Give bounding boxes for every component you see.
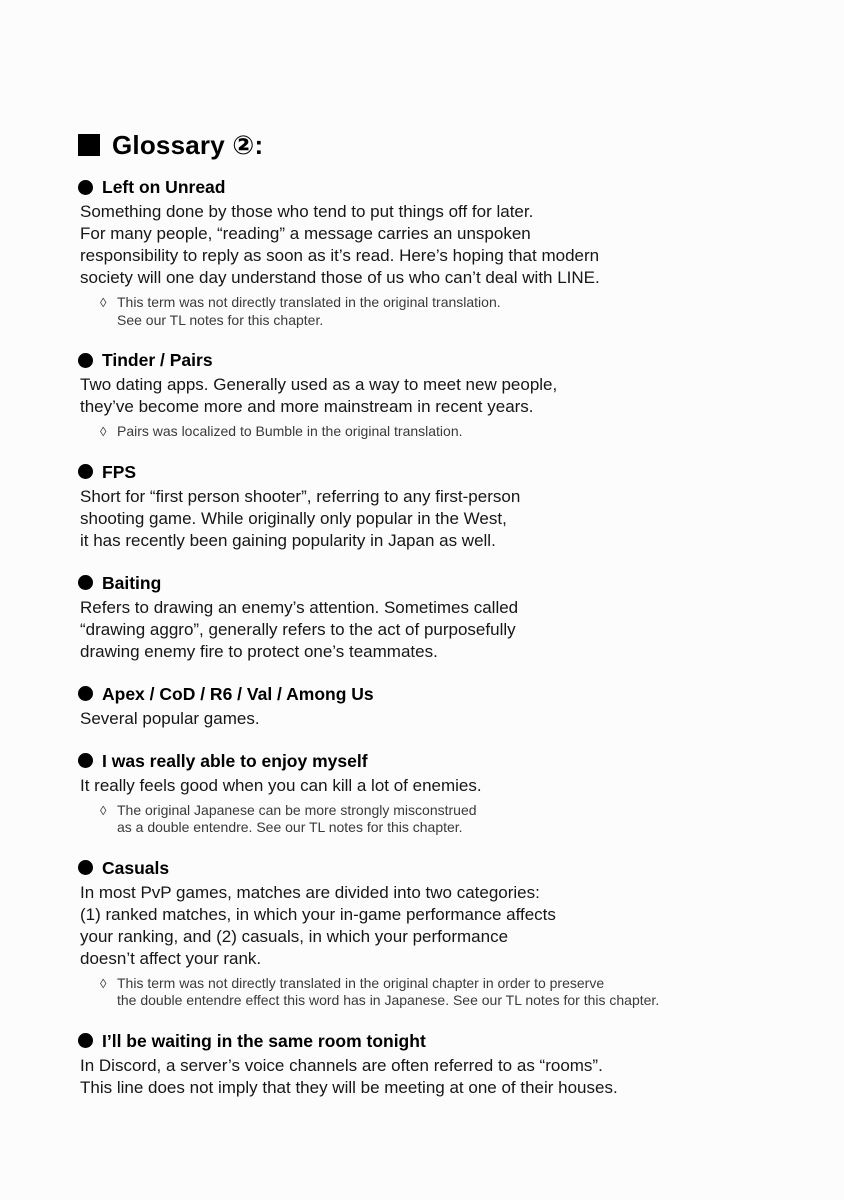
note-line: See our TL notes for this chapter. [117,311,324,328]
term-bullet-icon [78,353,93,368]
term-label: Tinder / Pairs [102,350,213,370]
definition-line: Two dating apps. Generally used as a way to meet new people, [80,375,558,394]
glossary-entry [78,1030,766,1099]
definition-line: Something done by those who tend to put things off for later. [80,202,534,221]
term-bullet-icon [78,575,93,590]
term-label: FPS [102,461,137,482]
note-diamond-icon: ◊ [100,424,107,439]
term-label: Casuals [102,857,170,878]
definition-line: it has recently been gaining popularity in Japan as well. [80,530,496,550]
definition-line: doesn’t affect your rank. [80,948,262,968]
definition-line: “drawing aggro”, generally refers to the act of purposefully [80,619,516,639]
note-line: Pairs was localized to Bumble in the original translation. [117,423,463,439]
term-bullet-icon [78,464,93,479]
term-bullet-icon [78,753,93,768]
page-title-text: Glossary ②: [112,130,264,160]
definition-line: In Discord, a server’s voice channels are often referred to as “rooms”. [80,1055,603,1075]
note-diamond-icon: ◊ [100,295,107,310]
title-square-icon [78,134,100,156]
definition-line: This line does not imply that they will be meeting at one of their houses. [80,1077,618,1097]
definition-line: responsibility to reply as soon as it’s read. Here’s hoping that modern [80,246,600,265]
definition [80,201,766,289]
notes [78,423,766,441]
note-line: The original Japanese can be more strongly misconstrued [117,801,477,818]
definition-line: drawing enemy fire to protect one’s teammates. [80,641,438,661]
term-header [78,461,766,483]
definition [80,374,766,418]
note-line: This term was not directly translated in the original translation. [117,294,501,310]
definition-line: Refers to drawing an enemy’s attention. Sometimes called [80,597,519,617]
note-diamond-icon: ◊ [100,975,107,991]
term-bullet-icon [78,860,93,875]
term-header [78,349,766,371]
glossary-entry [78,176,766,329]
definition-line: Short for “first person shooter”, referring to any first-person [80,486,521,506]
notes [78,975,766,1010]
glossary-entry [78,461,766,552]
term-label: I was really able to enjoy myself [102,750,368,771]
definition-line: they’ve become more and more mainstream in recent years. [80,397,534,416]
definition [80,882,766,970]
definition [80,486,766,552]
term-bullet-icon [78,180,93,195]
glossary-entry [78,572,766,663]
definition-line: shooting game. While originally only popular in the West, [80,508,507,528]
glossary-entry [78,683,766,730]
definition-line: society will one day understand those of us who can’t deal with LINE. [80,268,600,287]
definition [80,775,766,797]
term-label: I’ll be waiting in the same room tonight [102,1030,426,1051]
note-text [117,294,501,329]
note-line: as a double entendre. See our TL notes for this chapter. [117,819,463,835]
note-text [117,802,477,837]
term-header [78,683,766,705]
term-bullet-icon [78,686,93,701]
notes [78,802,766,837]
definition-line: For many people, “reading” a message carries an unspoken [80,224,531,243]
term-label: Baiting [102,572,162,593]
translator-note [100,802,766,837]
term-header [78,572,766,594]
term-header [78,750,766,772]
translator-note [100,975,766,1010]
glossary-list [78,176,766,1099]
translator-note [100,423,766,441]
translator-note [100,294,766,329]
definition-line: Several popular games. [80,708,260,728]
term-header [78,1030,766,1052]
term-label: Left on Unread [102,177,226,197]
definition [80,1055,766,1099]
term-header [78,857,766,879]
term-label: Apex / CoD / R6 / Val / Among Us [102,683,374,704]
note-text [117,975,659,1010]
notes [78,294,766,329]
definition-line: your ranking, and (2) casuals, in which your performance [80,926,509,946]
note-line: This term was not directly translated in the original chapter in order to preserve [117,974,605,991]
term-header [78,176,766,198]
definition [80,597,766,663]
definition-line: It really feels good when you can kill a lot of enemies. [80,775,482,795]
definition-line: (1) ranked matches, in which your in-game performance affects [80,904,556,924]
term-bullet-icon [78,1033,93,1048]
note-line: the double entendre effect this word has in Japanese. See our TL notes for this chapter. [117,992,660,1008]
page-title [78,130,766,160]
glossary-entry [78,857,766,1010]
glossary-entry [78,750,766,837]
note-diamond-icon: ◊ [100,802,107,818]
note-text [117,423,463,441]
definition-line: In most PvP games, matches are divided into two categories: [80,882,540,902]
glossary-entry [78,349,766,441]
definition [80,708,766,730]
